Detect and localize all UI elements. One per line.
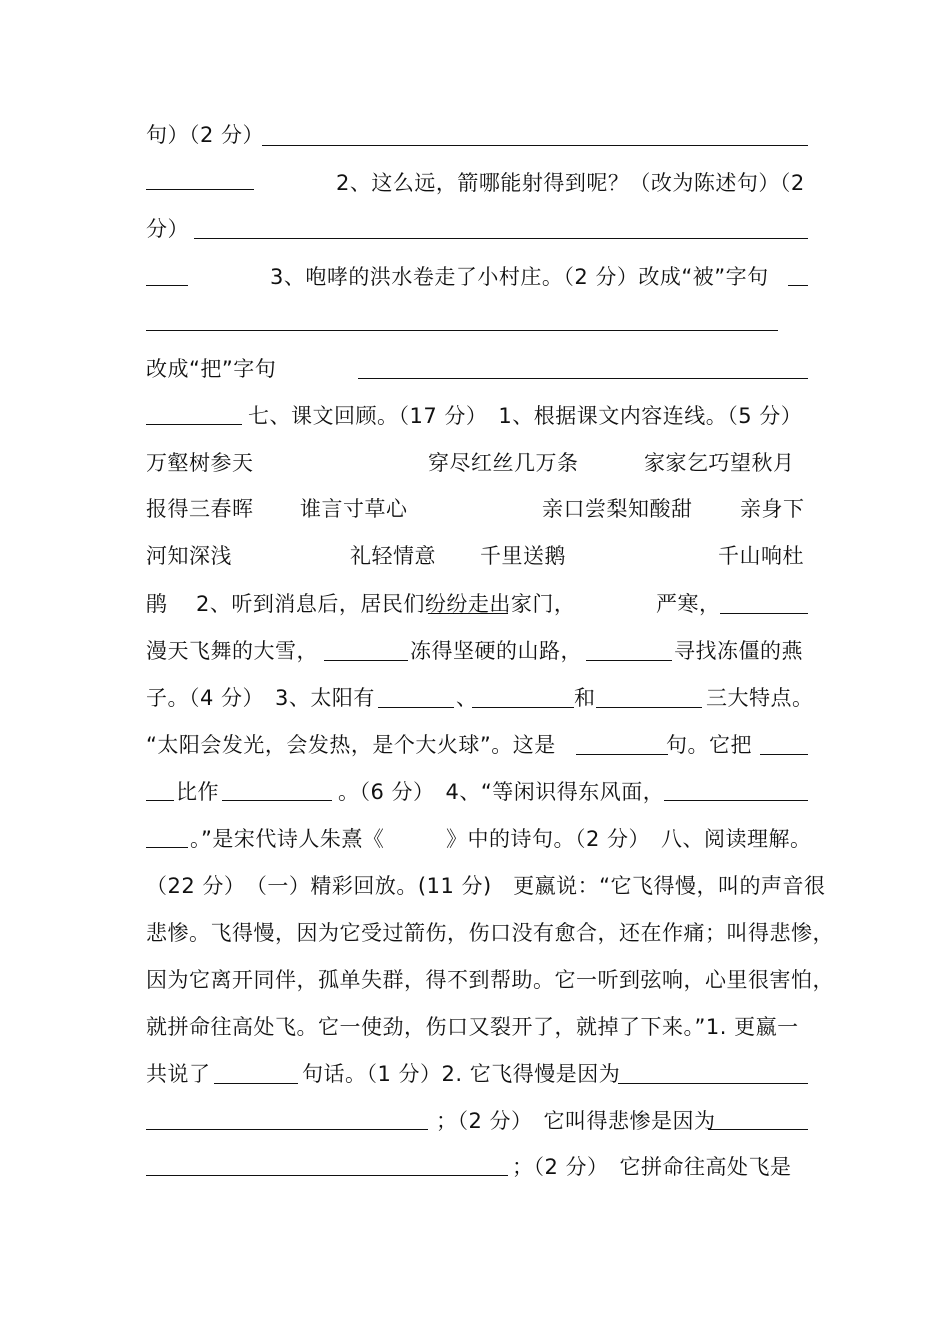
question-text: 。（6 分） 4、“等闲识得东风面，: [338, 780, 665, 804]
question-line: [146, 1059, 808, 1089]
question-text: 句）（2 分）: [146, 123, 265, 147]
passage-line: [146, 1012, 808, 1042]
answer-blank[interactable]: [720, 613, 808, 614]
answer-blank[interactable]: [262, 145, 808, 146]
question-text: 七、课文回顾。（17 分） 1、根据课文内容连线。（5 分）: [248, 404, 803, 428]
matching-row: [146, 541, 808, 571]
section-heading: [248, 401, 808, 431]
question-text: 冻得坚硬的山路，: [410, 639, 582, 663]
question-line: [146, 683, 814, 713]
question-text: 比作: [176, 780, 219, 804]
passage-line: [146, 918, 834, 948]
question-line: [336, 168, 808, 198]
answer-blank[interactable]: [596, 707, 702, 708]
matching-item[interactable]: 亲身下: [740, 497, 805, 521]
matching-item[interactable]: 亲口尝梨知酸甜: [542, 497, 693, 521]
question-text: ；（2 分） 它拼命往高处飞是: [512, 1155, 792, 1179]
question-text: 》中的诗句。（2 分） 八、阅读理解。: [446, 827, 812, 851]
answer-blank[interactable]: [618, 1083, 808, 1084]
question-text: 漫天飞舞的大雪，: [146, 639, 318, 663]
passage-text: 就拼命往高处飞。它一使劲，伤口又裂开了，就掉了下来。”1. 更嬴一: [146, 1015, 799, 1039]
matching-item[interactable]: 穿尽红丝几万条: [428, 451, 579, 475]
answer-blank[interactable]: [146, 189, 254, 190]
question-text: 句。它把: [666, 733, 752, 757]
matching-item[interactable]: 报得三春晖: [146, 497, 254, 521]
question-line: [146, 354, 808, 384]
question-text: “太阳会发光，会发热，是个大火球”。这是: [146, 733, 556, 757]
passage-text: （22 分） （一）精彩回放。(11 分) 更嬴说：“它飞得慢，叫的声音很: [146, 874, 826, 898]
question-text: 2、听到消息后，居民们纷纷走出家门，: [196, 592, 576, 616]
answer-blank[interactable]: [222, 800, 332, 801]
question-text: 、: [456, 686, 478, 710]
question-text: 2、这么远，箭哪能射得到呢？（改为陈述句）（2: [336, 171, 805, 195]
passage-line: [146, 965, 834, 995]
question-text: 句话。（1 分）2. 它飞得慢是因为: [302, 1062, 621, 1086]
answer-blank[interactable]: [214, 1083, 298, 1084]
question-text: 改成“把”字句: [146, 357, 277, 381]
question-text: 和: [574, 686, 596, 710]
answer-blank[interactable]: [378, 707, 454, 708]
passage-text: 悲惨。飞得慢，因为它受过箭伤，伤口没有愈合，还在作痛；叫得悲惨，: [146, 921, 834, 945]
question-text: 三大特点。: [706, 686, 814, 710]
passage-line: [146, 871, 826, 901]
answer-blank[interactable]: [788, 285, 808, 286]
question-line: [146, 777, 808, 807]
question-text: 严寒，: [656, 592, 721, 616]
matching-row: [146, 448, 808, 478]
matching-item[interactable]: 河知深浅: [146, 544, 232, 568]
question-line: [270, 262, 790, 292]
question-line: [146, 589, 808, 619]
question-line: [146, 636, 808, 666]
matching-item[interactable]: 礼轻情意: [350, 544, 436, 568]
question-line: [146, 824, 812, 854]
question-text: 寻找冻僵的燕: [674, 639, 803, 663]
answer-blank[interactable]: [146, 424, 242, 425]
question-text: 。”是宋代诗人朱熹《: [190, 827, 385, 851]
matching-row: [146, 494, 808, 524]
answer-blank[interactable]: [324, 660, 408, 661]
answer-blank[interactable]: [708, 1129, 808, 1130]
question-text: 子。（4 分） 3、太阳有: [146, 686, 375, 710]
answer-blank[interactable]: [194, 238, 808, 239]
matching-item[interactable]: 万壑树参天: [146, 451, 254, 475]
question-text: 3、咆哮的洪水卷走了小村庄。（2 分）改成“被”字句: [270, 265, 769, 289]
matching-item[interactable]: 千山响杜: [718, 544, 804, 568]
answer-blank[interactable]: [586, 660, 672, 661]
answer-blank[interactable]: [576, 754, 668, 755]
question-line: [146, 1106, 808, 1136]
matching-item[interactable]: 谁言寸草心: [300, 497, 408, 521]
answer-blank[interactable]: [760, 754, 808, 755]
matching-item[interactable]: 家家乞巧望秋月: [644, 451, 795, 475]
answer-blank[interactable]: [472, 707, 574, 708]
question-text: 鹃: [146, 592, 168, 616]
question-line: [146, 1152, 808, 1182]
question-text: 分）: [146, 217, 189, 241]
matching-item[interactable]: 千里送鹅: [480, 544, 566, 568]
answer-blank[interactable]: [664, 800, 808, 801]
answer-blank[interactable]: [358, 378, 808, 379]
answer-blank[interactable]: [428, 613, 508, 614]
answer-blank[interactable]: [146, 330, 778, 331]
question-text: 共说了: [146, 1062, 211, 1086]
answer-blank[interactable]: [146, 285, 188, 286]
question-line: [146, 214, 808, 244]
question-text: ；（2 分） 它叫得悲惨是因为: [436, 1109, 716, 1133]
passage-text: 因为它离开同伴，孤单失群，得不到帮助。它一听到弦响，心里很害怕，: [146, 968, 834, 992]
question-line: [146, 730, 808, 760]
